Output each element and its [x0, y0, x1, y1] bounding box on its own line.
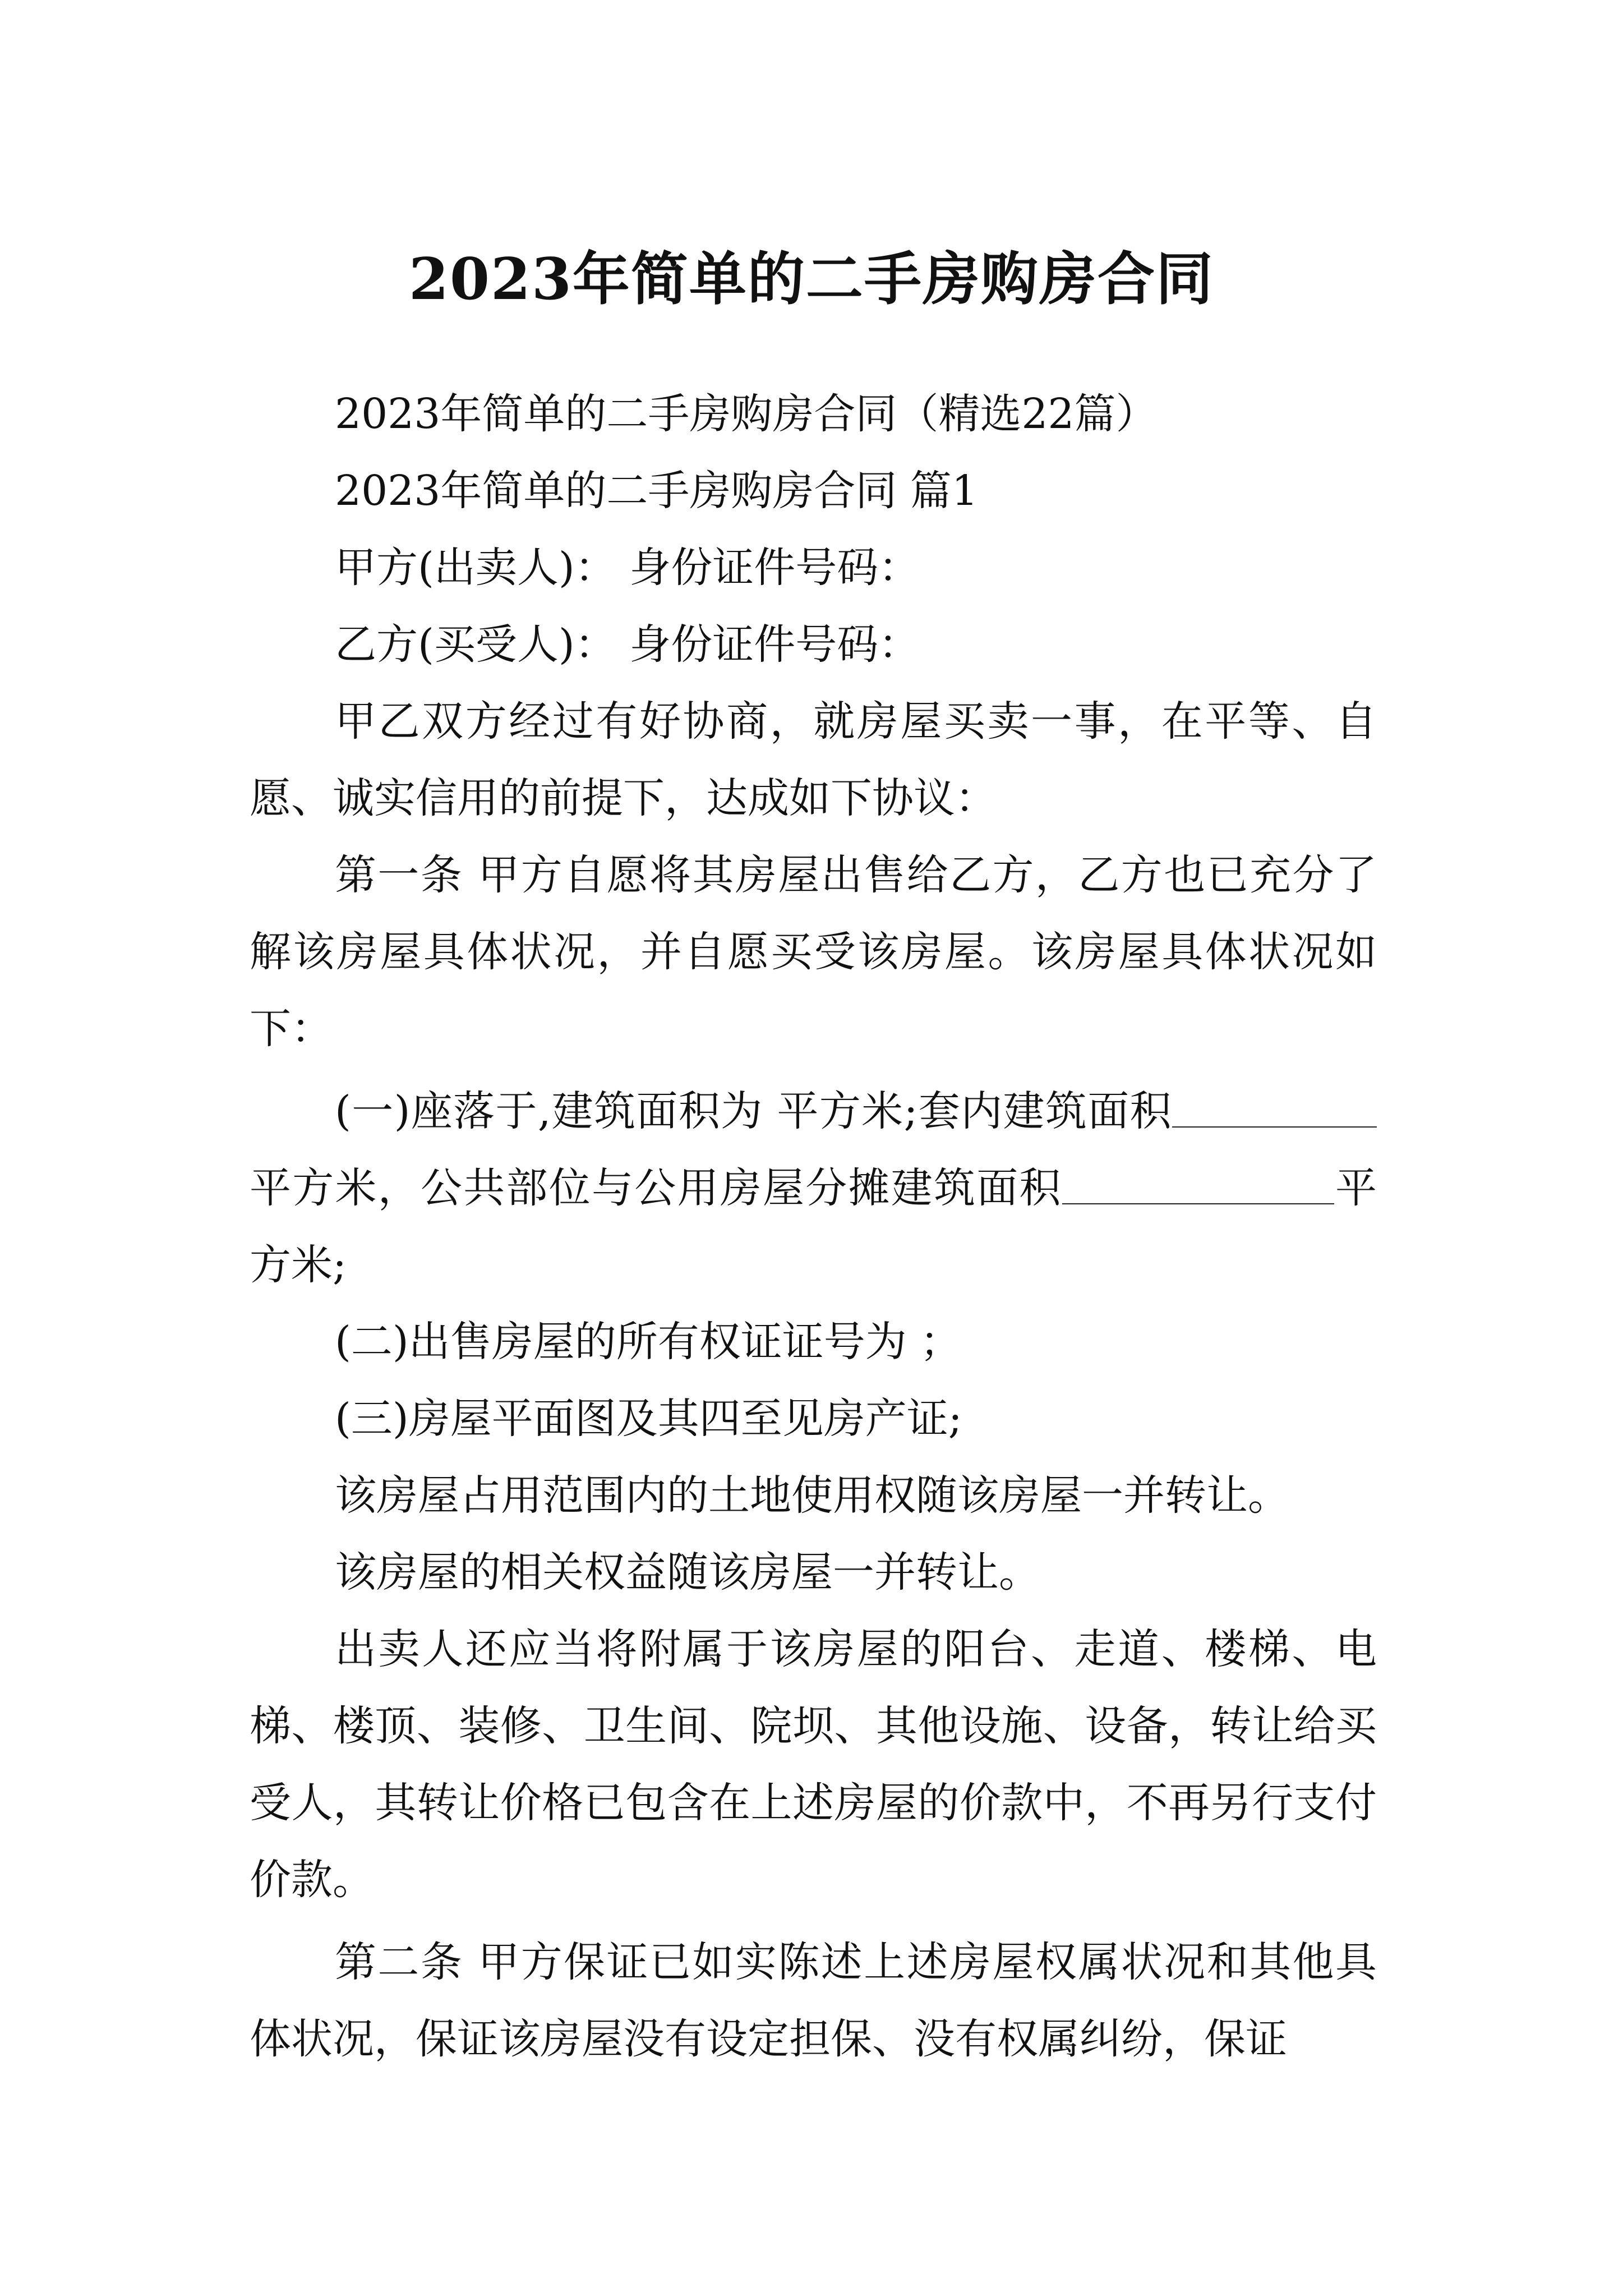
blank-line-inner-area	[1172, 1082, 1315, 1128]
paragraph-intro: 甲乙双方经过有好协商，就房屋买卖一事，在平等、自愿、诚实信用的前提下，达成如下协议：	[250, 697, 1377, 822]
paragraph-party-b: 乙方(买受人)： 身份证件号码：	[335, 620, 920, 669]
paragraph-party-a: 甲方(出卖人)： 身份证件号码：	[335, 544, 920, 592]
paragraph-item-1	[250, 1073, 1377, 1304]
paragraph-land-use: 该房屋占用范围内的土地使用权随该房屋一并转让。	[335, 1471, 1289, 1520]
item-1-part-b: 平方米，公共部位与公用房屋分摊建筑面积	[250, 1164, 1062, 1212]
document-title: 2023年简单的二手房购房合同	[409, 246, 1214, 314]
paragraph-article-1: 第一条 甲方自愿将其房屋出售给乙方，乙方也已充分了解该房屋具体状况，并自愿买受该房屋。该房屋具体状况如下：	[250, 851, 1377, 1053]
document-body	[250, 376, 1377, 2078]
blank-line-inner-area-cont	[1315, 1082, 1377, 1128]
paragraph-item-3: (三)房屋平面图及其四至见房产证;	[335, 1395, 962, 1443]
paragraph-section-heading: 2023年简单的二手房购房合同 篇1	[335, 467, 978, 515]
item-1-part-c: 平方米;	[250, 1164, 1377, 1289]
blank-line-shared-area	[1062, 1158, 1200, 1204]
blank-line-shared-area-cont	[1200, 1158, 1334, 1204]
paragraph-article-2: 第二条 甲方保证已如实陈述上述房屋权属状况和其他具体状况，保证该房屋没有设定担保、没有权属纠纷，保证	[250, 1938, 1377, 2063]
paragraph-item-2: (二)出售房屋的所有权证证号为 ；	[335, 1318, 962, 1366]
paragraph-rights: 该房屋的相关权益随该房屋一并转让。	[335, 1548, 1040, 1596]
paragraph-attachments: 出卖人还应当将附属于该房屋的阳台、走道、楼梯、电梯、楼顶、装修、卫生间、院坝、其他设施、设备，转让给买受人，其转让价格已包含在上述房屋的价款中，不再另行支付价款。	[250, 1625, 1377, 1904]
item-1-part-a: (一)座落于,建筑面积为 平方米;套内建筑面积	[335, 1087, 1172, 1135]
paragraph-subtitle: 2023年简单的二手房购房合同（精选22篇）	[335, 390, 1158, 438]
